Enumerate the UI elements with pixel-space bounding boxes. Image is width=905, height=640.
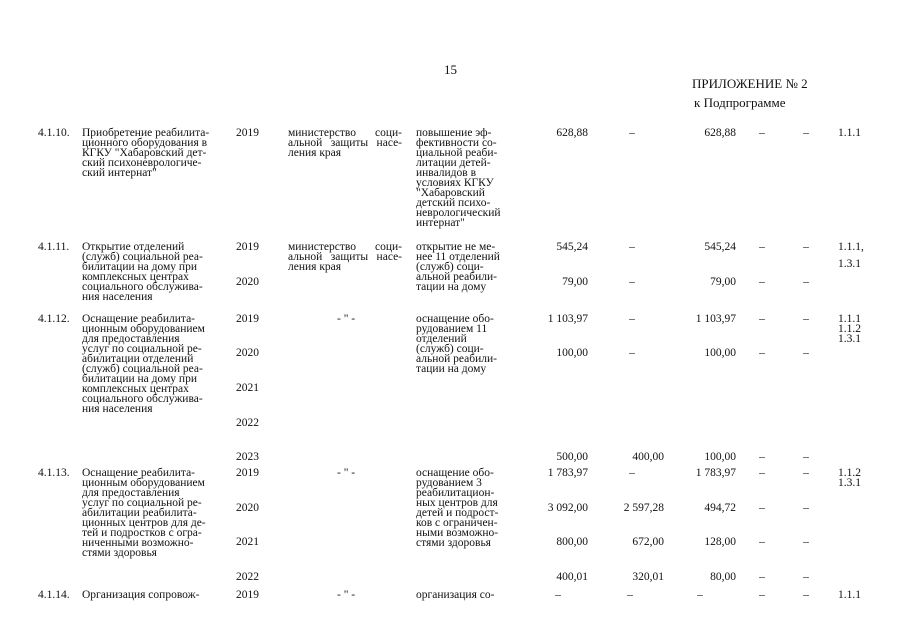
expected-result xyxy=(416,242,516,292)
result-line: "Хабаровский xyxy=(416,187,485,199)
item-name-line: (служб) социальной реа- xyxy=(82,363,203,375)
item-name-line: ционным оборудованием xyxy=(82,323,205,335)
total-cell: 1 103,97 xyxy=(547,313,588,325)
item-name-line: для предоставления xyxy=(82,487,180,499)
appendix-subtitle: к Подпрограмме xyxy=(694,95,786,110)
result-line: нее 11 отделений xyxy=(416,251,500,263)
total-cell: 400,01 xyxy=(556,571,588,583)
year-cell: 2020 xyxy=(236,502,259,514)
executor xyxy=(288,128,402,158)
year-cell: 2021 xyxy=(236,536,259,548)
municipal-cell: – xyxy=(759,313,765,325)
page-number: 15 xyxy=(444,62,457,77)
regional-cell: 494,72 xyxy=(704,502,736,514)
result-line: стями здоровья xyxy=(416,537,491,549)
item-name-line: ционных центров для де- xyxy=(82,517,206,529)
other-cell: – xyxy=(803,451,809,463)
indicator-refs xyxy=(838,468,861,488)
item-name-line: ционного оборудования в xyxy=(82,137,208,149)
item-name-line: абилитации отделений xyxy=(82,353,194,365)
regional-cell: 79,00 xyxy=(710,276,736,288)
executor-line: альной защиты насе- xyxy=(288,137,402,149)
municipal-cell: – xyxy=(759,589,765,601)
municipal-cell: – xyxy=(759,241,765,253)
other-cell: – xyxy=(803,241,809,253)
federal-cell: 2 597,28 xyxy=(623,502,664,514)
other-cell: – xyxy=(803,347,809,359)
item-name-line: Оснащение реабилита- xyxy=(82,467,196,479)
result-line: рудованием 11 xyxy=(416,323,488,335)
regional-cell: 100,00 xyxy=(704,451,736,463)
indicator-ref: 1.1.1 xyxy=(838,313,861,325)
item-name xyxy=(82,468,222,558)
result-line: ков с ограничен- xyxy=(416,517,498,529)
federal-cell: – xyxy=(629,241,635,253)
municipal-cell: – xyxy=(759,467,765,479)
total-cell: 1 783,97 xyxy=(547,467,588,479)
item-name-line: для предоставления xyxy=(82,333,180,345)
executor-ditto: - " - xyxy=(337,467,356,479)
indicator-ref: 1.3.1 xyxy=(838,477,861,489)
result-line: рудованием 3 xyxy=(416,477,482,489)
regional-cell: 545,24 xyxy=(704,241,736,253)
executor-line: министерство соци- xyxy=(288,127,402,139)
total-cell: 79,00 xyxy=(562,276,588,288)
result-line: детский психо- xyxy=(416,197,491,209)
item-name-line: социального обслужива- xyxy=(82,281,203,293)
result-line: альной реабили- xyxy=(416,271,497,283)
year-cell: 2019 xyxy=(236,127,259,139)
executor-ditto: - " - xyxy=(337,313,356,325)
federal-cell: – xyxy=(629,313,635,325)
executor-line: ления края xyxy=(288,261,342,273)
other-cell: – xyxy=(803,467,809,479)
expected-result: организация со- xyxy=(416,589,495,601)
indicator-refs xyxy=(838,314,861,344)
other-cell: – xyxy=(803,589,809,601)
municipal-cell: – xyxy=(759,536,765,548)
year-cell: 2019 xyxy=(236,313,259,325)
item-number: 4.1.12. xyxy=(38,313,70,325)
item-name-line: билитации на дому при xyxy=(82,373,197,385)
item-name-line: Оснащение реабилита- xyxy=(82,313,196,325)
executor-ditto: - " - xyxy=(337,589,356,601)
item-number: 4.1.10. xyxy=(38,127,70,139)
result-line: альной реабили- xyxy=(416,353,497,365)
item-name-line: ский интернат" xyxy=(82,167,157,179)
municipal-cell: – xyxy=(759,127,765,139)
item-name xyxy=(82,128,222,178)
federal-cell: – xyxy=(627,589,633,601)
federal-cell: 320,01 xyxy=(632,571,664,583)
result-line: фективности со- xyxy=(416,137,497,149)
executor xyxy=(288,242,402,272)
total-cell: 545,24 xyxy=(556,241,588,253)
year-cell: 2020 xyxy=(236,276,259,288)
item-number: 4.1.13. xyxy=(38,467,70,479)
other-cell: – xyxy=(803,571,809,583)
item-name-line: комплексных центрах xyxy=(82,383,189,395)
executor-line: министерство соци- xyxy=(288,241,402,253)
municipal-cell: – xyxy=(759,451,765,463)
result-line: интернат" xyxy=(416,217,465,229)
item-name-line: социального обслужива- xyxy=(82,393,203,405)
result-line: литации детей- xyxy=(416,157,491,169)
item-name-line: стями здоровья xyxy=(82,547,157,559)
item-name: Организация сопровож- xyxy=(82,589,200,601)
executor-line: ления края xyxy=(288,147,342,159)
item-name xyxy=(82,314,222,414)
expected-result xyxy=(416,128,516,228)
total-cell: 3 092,00 xyxy=(547,502,588,514)
appendix-title: ПРИЛОЖЕНИЕ № 2 xyxy=(692,76,808,91)
total-cell: – xyxy=(555,589,561,601)
regional-cell: 628,88 xyxy=(704,127,736,139)
total-cell: 100,00 xyxy=(556,347,588,359)
year-cell: 2021 xyxy=(236,382,259,394)
item-name-line: комплексных центрах xyxy=(82,271,189,283)
result-line: тации на дому xyxy=(416,281,487,293)
federal-cell: – xyxy=(629,127,635,139)
indicator-ref: 1.3.1 xyxy=(838,333,861,345)
federal-cell: – xyxy=(629,347,635,359)
year-cell: 2022 xyxy=(236,417,259,429)
year-cell: 2022 xyxy=(236,571,259,583)
item-name-line: (служб) социальной реа- xyxy=(82,251,203,263)
result-line: открытие не ме- xyxy=(416,241,496,253)
indicator-ref: 1.1.1, xyxy=(838,241,864,253)
year-cell: 2019 xyxy=(236,589,259,601)
result-line: детей и подрост- xyxy=(416,507,499,519)
federal-cell: – xyxy=(629,276,635,288)
result-line: условиях КГКУ xyxy=(416,177,494,189)
municipal-cell: – xyxy=(759,571,765,583)
item-name xyxy=(82,242,222,302)
result-line: повышение эф- xyxy=(416,127,492,139)
year-cell: 2019 xyxy=(236,241,259,253)
federal-cell: 672,00 xyxy=(632,536,664,548)
total-cell: 628,88 xyxy=(556,127,588,139)
municipal-cell: – xyxy=(759,276,765,288)
expected-result xyxy=(416,314,516,374)
year-cell: 2019 xyxy=(236,467,259,479)
item-name-line: услуг по социальной ре- xyxy=(82,497,202,509)
item-name-line: КГКУ "Хабаровский дет- xyxy=(82,147,207,159)
expected-result xyxy=(416,468,516,548)
result-line: отделений xyxy=(416,333,467,345)
result-line: неврологический xyxy=(416,207,501,219)
result-line: ных центров для xyxy=(416,497,498,509)
indicator-ref: 1.1.1 xyxy=(838,127,861,139)
other-cell: – xyxy=(803,502,809,514)
item-name-line: ния населения xyxy=(82,403,153,415)
item-name-line: ниченными возможно- xyxy=(82,537,194,549)
year-cell: 2023 xyxy=(236,451,259,463)
executor-line: альной защиты насе- xyxy=(288,251,402,263)
item-name-line: услуг по социальной ре- xyxy=(82,343,202,355)
result-line: ными возможно- xyxy=(416,527,499,539)
total-cell: 800,00 xyxy=(556,536,588,548)
municipal-cell: – xyxy=(759,347,765,359)
regional-cell: 128,00 xyxy=(704,536,736,548)
regional-cell: 1 103,97 xyxy=(695,313,736,325)
indicator-ref: 1.1.2 xyxy=(838,467,861,479)
other-cell: – xyxy=(803,127,809,139)
item-name-line: абилитации реабилита- xyxy=(82,507,197,519)
item-name-line: тей и подростков с огра- xyxy=(82,527,202,539)
other-cell: – xyxy=(803,276,809,288)
other-cell: – xyxy=(803,536,809,548)
item-name-line: ния населения xyxy=(82,291,153,303)
other-cell: – xyxy=(803,313,809,325)
indicator-ref: 1.3.1 xyxy=(838,258,861,270)
item-number: 4.1.14. xyxy=(38,589,70,601)
year-cell: 2020 xyxy=(236,347,259,359)
regional-cell: 80,00 xyxy=(710,571,736,583)
regional-cell: – xyxy=(697,589,703,601)
item-name-line: Открытие отделений xyxy=(82,241,185,253)
indicator-ref: 1.1.1 xyxy=(838,589,861,601)
item-name-line: ционным оборудованием xyxy=(82,477,205,489)
indicator-ref: 1.1.2 xyxy=(838,323,861,335)
result-line: (служб) соци- xyxy=(416,261,484,273)
regional-cell: 1 783,97 xyxy=(695,467,736,479)
result-line: циальной реаби- xyxy=(416,147,498,159)
item-name-line: ский психоневрологиче- xyxy=(82,157,202,169)
result-line: оснащение обо- xyxy=(416,467,494,479)
result-line: оснащение обо- xyxy=(416,313,494,325)
result-line: (служб) соци- xyxy=(416,343,484,355)
item-name-line: Приобретение реабилита- xyxy=(82,127,210,139)
result-line: реабилитацион- xyxy=(416,487,495,499)
total-cell: 500,00 xyxy=(556,451,588,463)
result-line: инвалидов в xyxy=(416,167,477,179)
municipal-cell: – xyxy=(759,502,765,514)
result-line: тации на дому xyxy=(416,363,487,375)
item-name-line: билитации на дому при xyxy=(82,261,197,273)
federal-cell: – xyxy=(629,467,635,479)
regional-cell: 100,00 xyxy=(704,347,736,359)
item-number: 4.1.11. xyxy=(38,241,70,253)
federal-cell: 400,00 xyxy=(632,451,664,463)
